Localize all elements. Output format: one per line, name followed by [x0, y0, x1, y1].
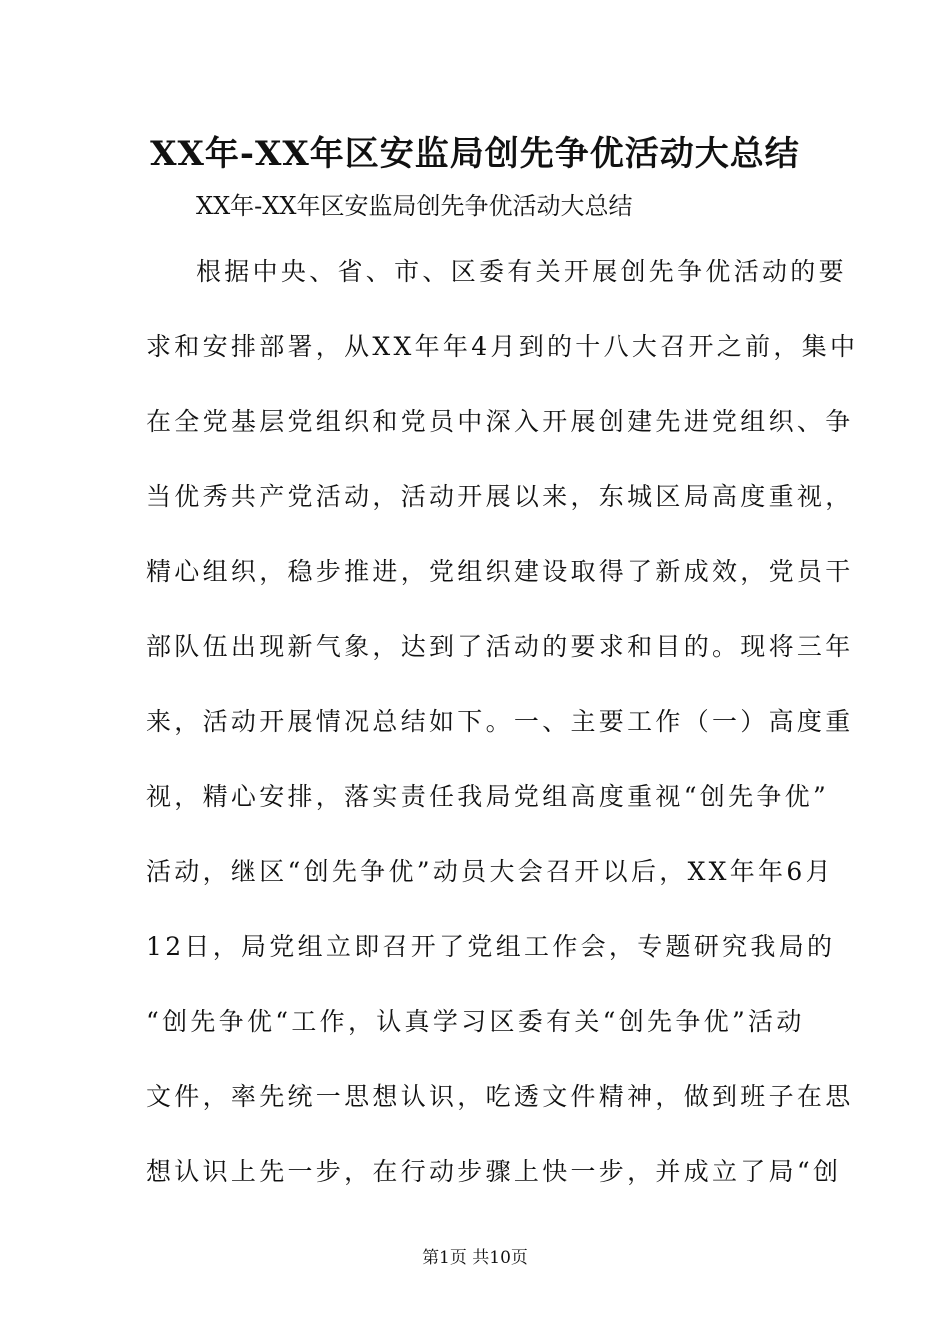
paragraph-line: 在全党基层党组织和党员中深入开展创建先进党组织、争: [146, 407, 854, 436]
page-number-footer: 第1页 共10页: [422, 1248, 528, 1268]
paragraph-line: 精心组织，稳步推进，党组织建设取得了新成效，党员干: [146, 557, 854, 586]
paragraph-line: 当优秀共产党活动，活动开展以来，东城区局高度重视，: [146, 482, 854, 511]
paragraph-line: 12日，局党组立即召开了党组工作会，专题研究我局的: [146, 932, 836, 961]
paragraph-line: 想认识上先一步，在行动步骤上快一步，并成立了局“创: [146, 1157, 842, 1186]
paragraph-line: 活动，继区“创先争优”动员大会召开以后，XX年年6月: [146, 857, 834, 886]
paragraph-line: 根据中央、省、市、区委有关开展创先争优活动的要: [196, 257, 847, 286]
document-title: XX年-XX年区安监局创先争优活动大总结: [150, 134, 800, 174]
paragraph-line: 求和安排部署，从XX年年4月到的十八大召开之前，集中: [146, 332, 859, 361]
paragraph-line: 视，精心安排，落实责任我局党组高度重视“创先争优”: [146, 782, 830, 811]
paragraph-line: 文件，率先统一思想认识，吃透文件精神，做到班子在思: [146, 1082, 854, 1111]
paragraph-line: 部队伍出现新气象，达到了活动的要求和目的。现将三年: [146, 632, 854, 661]
document-subtitle: XX年-XX年区安监局创先争优活动大总结: [196, 192, 633, 220]
paragraph-line: “创先争优“工作，认真学习区委有关“创先争优”活动: [146, 1007, 805, 1036]
paragraph-line: 来，活动开展情况总结如下。一、主要工作（一）高度重: [146, 707, 854, 736]
